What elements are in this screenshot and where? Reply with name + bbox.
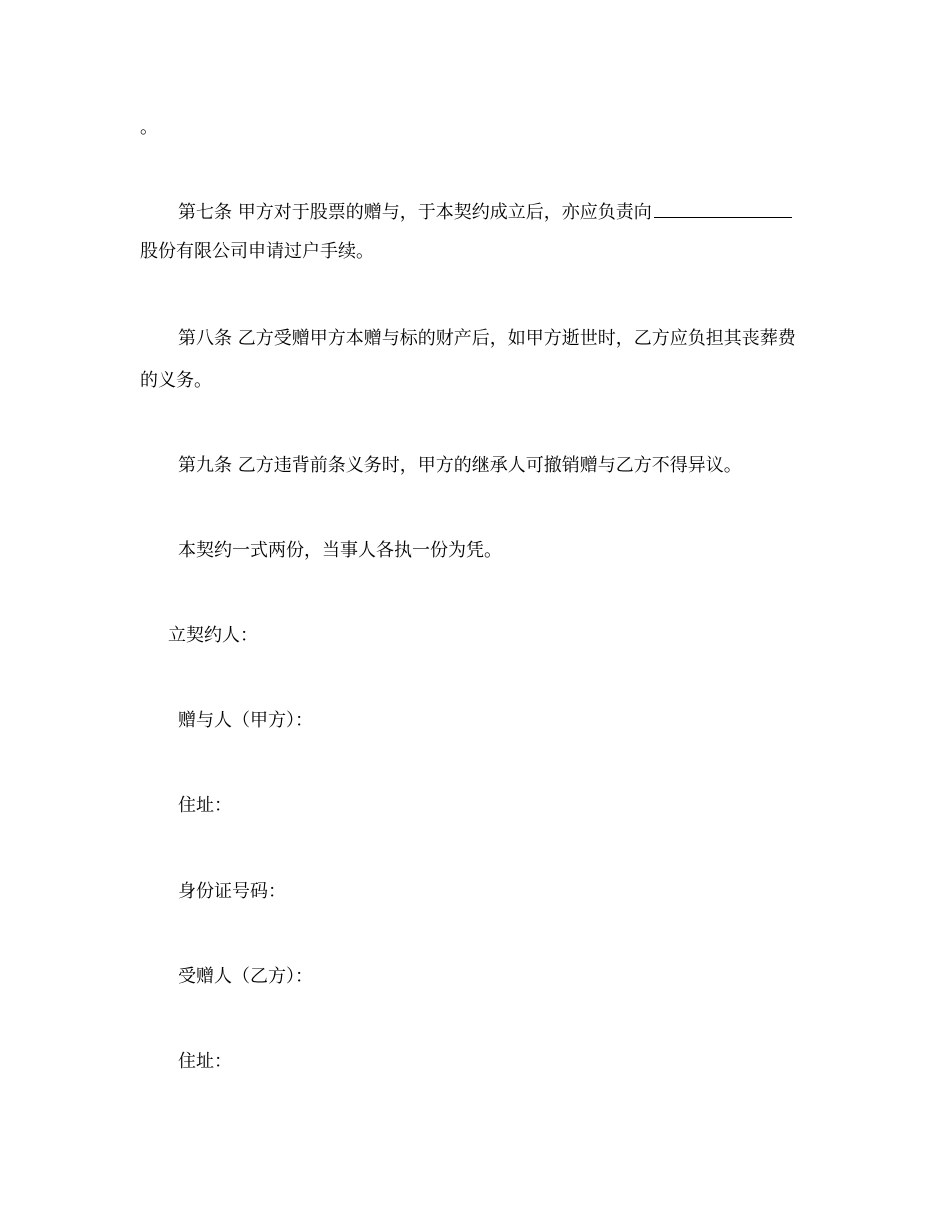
article-8-line-1: 第八条 乙方受赠甲方本赠与标的财产后，如甲方逝世时，乙方应负担其丧葬费	[178, 328, 796, 349]
donee-address-label: 住址：	[178, 1051, 232, 1072]
signatories-heading: 立契约人：	[168, 625, 258, 646]
donor-label: 赠与人（甲方）：	[178, 710, 313, 731]
article-7-line-1	[178, 199, 792, 225]
donor-id-label: 身份证号码：	[178, 881, 286, 902]
donee-label: 受赠人（乙方）：	[178, 966, 313, 987]
company-name-blank	[654, 199, 792, 218]
article-7-text: 第七条 甲方对于股票的赠与，于本契约成立后，亦应负责向	[178, 202, 652, 223]
article-7-line-2: 股份有限公司申请过户手续。	[140, 241, 374, 262]
article-8-line-2: 的义务。	[140, 370, 212, 391]
donor-address-label: 住址：	[178, 795, 232, 816]
leading-fragment: 。	[140, 117, 158, 138]
article-9: 第九条 乙方违背前条义务时，甲方的继承人可撤销赠与乙方不得异议。	[178, 455, 742, 476]
copies-clause: 本契约一式两份，当事人各执一份为凭。	[178, 540, 502, 561]
